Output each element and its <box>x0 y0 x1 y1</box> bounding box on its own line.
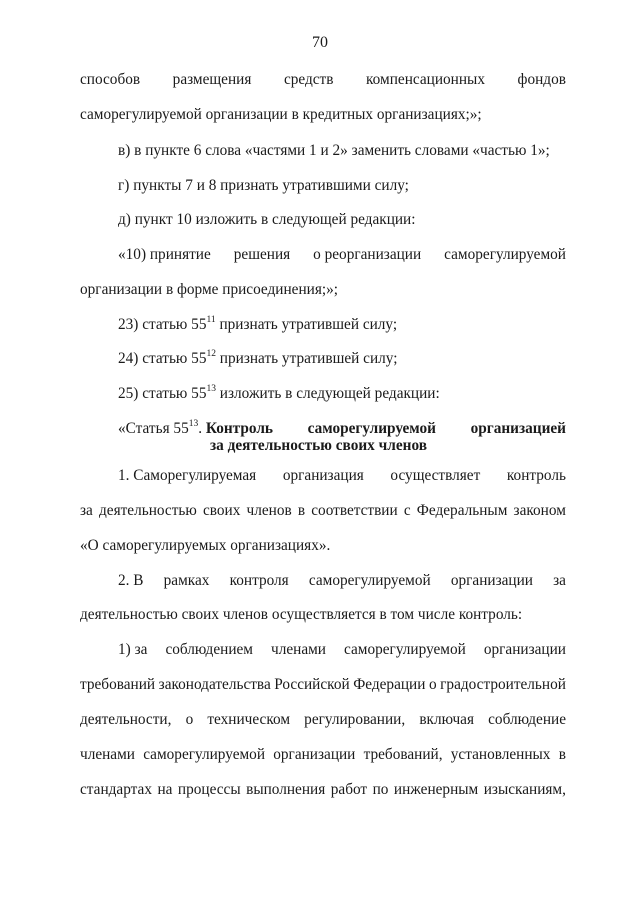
word: выполнения <box>246 781 326 798</box>
word: организации <box>450 572 533 589</box>
paragraph-line <box>118 640 566 660</box>
paragraph-line <box>118 571 566 591</box>
word: 2. В <box>118 572 144 589</box>
paragraph-line: саморегулируемой организации в кредитных организациях;»; <box>80 106 482 123</box>
word: работ <box>330 781 368 798</box>
text: признать утратившей силу; <box>215 350 398 367</box>
word: осуществляет <box>390 467 481 484</box>
paragraph-line <box>118 315 566 335</box>
paragraph-line <box>118 384 566 404</box>
word: рамках <box>163 572 210 589</box>
text: 23) статью 55 <box>118 316 207 333</box>
page-number: 70 <box>312 34 328 51</box>
word: членами <box>80 746 135 763</box>
word: инженерным <box>393 781 479 798</box>
paragraph-line <box>118 349 566 369</box>
word: компенсационных <box>366 71 485 88</box>
word: контроль <box>506 467 566 484</box>
word: градостроительной <box>440 676 566 693</box>
word: на <box>157 781 173 798</box>
paragraph-line: деятельностью своих членов осуществляется в том числе контроль: <box>80 606 523 623</box>
word: размещения <box>172 71 252 88</box>
word: 1. Саморегулируемая <box>118 467 257 484</box>
word: фондов <box>517 71 566 88</box>
word: соблюдение <box>488 711 566 728</box>
text: признать утратившей силу; <box>215 316 398 333</box>
word: организации <box>273 746 356 763</box>
word: Российской <box>274 676 350 693</box>
paragraph-line <box>80 501 566 521</box>
word: о реорганизации <box>313 246 422 263</box>
word: «10) принятие <box>118 246 211 263</box>
word: саморегулируемой <box>444 246 566 263</box>
paragraph-line: «О саморегулируемых организациях». <box>80 537 331 554</box>
word: в <box>297 502 306 519</box>
paragraph-line <box>80 710 566 730</box>
word: контроля <box>229 572 289 589</box>
word: законодательства <box>158 676 271 693</box>
word: организации <box>483 641 566 658</box>
paragraph-line <box>80 70 566 90</box>
heading-prefix: «Статья $55^{13}$. Контроль <box>118 418 274 437</box>
word: членов <box>246 502 292 519</box>
word: организация <box>282 467 364 484</box>
word: деятельности, <box>80 711 172 728</box>
word: техническом <box>207 711 291 728</box>
word: Федеральным <box>416 502 508 519</box>
word: решения <box>233 246 291 263</box>
word: деятельностью <box>99 502 197 519</box>
word: требований, <box>363 746 443 763</box>
word: процессы <box>177 781 241 798</box>
heading-word: организацией <box>470 420 566 437</box>
word: своих <box>202 502 241 519</box>
word: за <box>80 502 93 519</box>
word: Федерации <box>353 676 426 693</box>
word: саморегулируемой <box>143 746 266 763</box>
word: способов <box>80 71 141 88</box>
word: о <box>428 676 437 693</box>
word: законом <box>513 502 566 519</box>
word: регулировании, <box>304 711 406 728</box>
word: требований <box>80 676 156 693</box>
text: изложить в следующей редакции: <box>215 385 440 402</box>
word: саморегулируемой <box>344 641 466 658</box>
text: 24) статью 55 <box>118 350 207 367</box>
word: с <box>403 502 411 519</box>
paragraph-line <box>80 780 566 800</box>
superscript: 13 <box>188 418 199 429</box>
paragraph-line <box>118 245 566 265</box>
paragraph-line: г) пункты 7 и 8 признать утратившими силу; <box>118 177 409 194</box>
text: 25) статью 55 <box>118 385 207 402</box>
paragraph-line: д) пункт 10 изложить в следующей редакции: <box>118 211 416 228</box>
word: соблюдением <box>165 641 253 658</box>
word: включая <box>419 711 474 728</box>
word: 1) за <box>118 641 148 658</box>
word: соответствии <box>311 502 398 519</box>
superscript: 13 <box>206 383 216 394</box>
paragraph-line: организации в форме присоединения;»; <box>80 281 339 298</box>
paragraph-line <box>118 466 566 486</box>
word: стандартах <box>80 781 152 798</box>
word: за <box>553 572 566 589</box>
word: о <box>185 711 194 728</box>
word: в <box>558 746 566 763</box>
word: средств <box>283 71 334 88</box>
word: установленных <box>450 746 551 763</box>
word: по <box>372 781 389 798</box>
article-heading-line2: за деятельностью своих членов <box>210 437 427 454</box>
word: саморегулируемой <box>308 572 431 589</box>
paragraph-line <box>80 745 566 765</box>
word: изысканиям, <box>483 781 566 798</box>
superscript: 11 <box>206 314 216 325</box>
superscript: 12 <box>206 348 216 359</box>
paragraph-line: в) в пункте 6 слова «частями 1 и 2» заменить словами «частью 1»; <box>118 142 550 159</box>
heading-word: саморегулируемой <box>307 420 436 437</box>
heading-word: Контроль <box>205 420 274 437</box>
word: членами <box>271 641 326 658</box>
paragraph-line <box>80 675 566 695</box>
